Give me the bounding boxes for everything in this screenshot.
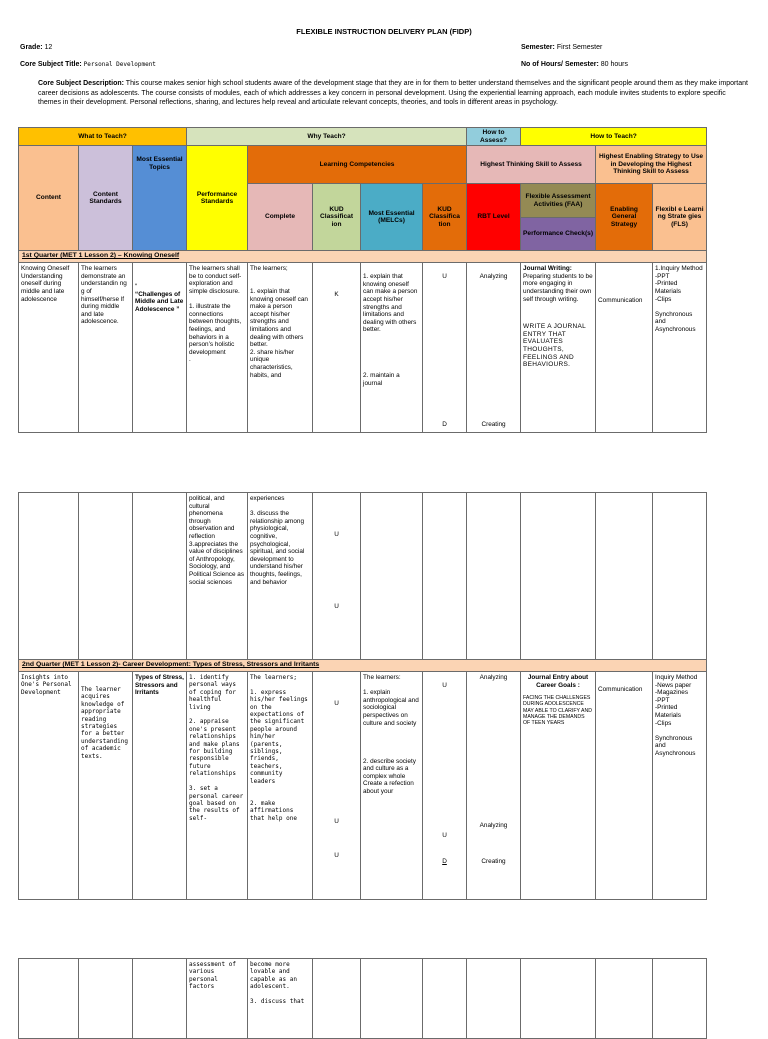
header-kud-classification-1: KUD Classificat ion bbox=[313, 184, 361, 251]
q1b-topic bbox=[133, 493, 187, 660]
q2-fls: Inquiry Method -News paper -Magazines -PPT -Printed Materials -Clips Synchronous and Asynchronous bbox=[653, 672, 707, 900]
header-highest-enabling-strategy: Highest Enabling Strategy to Use in Developing the Highest Thinking Skill to Assess bbox=[596, 146, 707, 184]
q1-content: Knowing Oneself Understanding oneself during middle and late adolescence bbox=[19, 263, 79, 433]
q1-enabling-strategy: Communication bbox=[596, 263, 653, 433]
q1-faa-cell bbox=[521, 263, 596, 433]
header-enabling-general-strategy: Enabling General Strategy bbox=[596, 184, 653, 251]
header-faa: Flexible Assessment Activities (FAA) bbox=[521, 184, 595, 218]
q1-melc: 1. explain that knowing oneself can make a person accept his/her strengths and limitations and dealing with others better. 2. maintain a journal bbox=[361, 263, 423, 433]
q1-performance-check: WRITE A JOURNAL ENTRY THAT EVALUATES THOUGHTS, FEELINGS AND BEHAVIOURS. bbox=[523, 323, 586, 369]
q1-topic-cell bbox=[133, 263, 187, 433]
fidp-table-page1 bbox=[18, 127, 707, 433]
hours-line bbox=[521, 61, 628, 68]
q2b-melc bbox=[361, 959, 423, 1039]
q1b-kud-1b: U bbox=[334, 603, 339, 610]
q2-kud-1c: U bbox=[334, 852, 339, 859]
q2-topic-cell bbox=[133, 672, 187, 900]
q1-kud-2b: D bbox=[442, 420, 447, 428]
header-faa-cell bbox=[521, 184, 596, 251]
quarter-2-label: 2nd Quarter (MET 1 Lesson 2)- Career Development: Types of Stress, Stressors and Irritants bbox=[22, 661, 320, 668]
q2-kud-2b: U bbox=[442, 832, 447, 839]
semester-line bbox=[521, 44, 602, 51]
q2-content: Insights into One's Personal Development bbox=[19, 672, 79, 900]
fidp-table-page3 bbox=[18, 958, 707, 1039]
q1-rbt-cell bbox=[467, 263, 521, 433]
q1-performance-standard: The learners shall be to conduct self-exploration and simple disclosure. 1. illustrate the connections between thoughts, feelings, and behaviors in a person’s holistic development . bbox=[187, 263, 248, 433]
q2-rbt-cell bbox=[467, 672, 521, 900]
q2-kud-1a: U bbox=[334, 700, 339, 707]
q1b-content-standard bbox=[79, 493, 133, 660]
q2-rbt-a: Analyzing bbox=[479, 674, 508, 681]
header-highest-thinking-skill: Highest Thinking Skill to Assess bbox=[467, 146, 596, 184]
q1b-content bbox=[19, 493, 79, 660]
header-kud-classification-2: KUD Classifica tion bbox=[423, 184, 467, 251]
description-label: Core Subject Description: bbox=[38, 80, 124, 87]
q1-kud-1: K bbox=[313, 263, 361, 433]
subject-value: Personal Development bbox=[83, 61, 156, 68]
q1b-kud-2 bbox=[423, 493, 467, 660]
q2-faa-cell bbox=[521, 672, 596, 900]
q1-faa-title: Journal Writing: bbox=[523, 265, 572, 273]
semester-value: First Semester bbox=[556, 44, 603, 51]
q2-faa-text: FACING THE CHALLENGES DURING ADOLESCENCE MAY ABLE TO CLARIFY AND MANAGE THE DEMANDS OF TEEN YEARS bbox=[523, 695, 592, 726]
q1-content-standard: The learners demonstrate an understandin ng g of himself/herse lf during middle and late adolescence. bbox=[79, 263, 133, 433]
q1-topic: “Challenges of Middle and Late Adolescence ” bbox=[135, 290, 184, 313]
q1b-melc bbox=[361, 493, 423, 660]
header-learning-competencies: Learning Competencies bbox=[248, 146, 467, 184]
q1b-complete-competency: experiences 3. discuss the relationship among physiological, cognitive, psychological, spiritual, and social development to understand his/her thoughts, feelings, and behavior bbox=[248, 493, 313, 660]
quarter-1-band bbox=[19, 251, 707, 263]
q2-rbt-b: Analyzing bbox=[479, 822, 508, 829]
hours-label: No of Hours/ Semester: bbox=[521, 61, 599, 68]
q2b-rbt bbox=[467, 959, 521, 1039]
q2-kud-2-cell bbox=[423, 672, 467, 900]
q1-topic-quote: “ bbox=[135, 283, 138, 291]
header-most-essential-topics: Most Essential Topics bbox=[133, 146, 187, 251]
q1-rbt-b: Creating bbox=[481, 420, 506, 428]
grade-value: 12 bbox=[44, 44, 53, 51]
q2-kud-2a: U bbox=[442, 682, 447, 689]
q2b-fls bbox=[653, 959, 707, 1039]
q1-fls: 1.Inquiry Method -PPT -Printed Materials -Clips Synchronous and Asynchronous bbox=[653, 263, 707, 433]
q1-kud-2-cell bbox=[423, 263, 467, 433]
q2-kud-2c: D bbox=[442, 858, 447, 865]
q1b-kud-1a: U bbox=[334, 531, 339, 538]
header-rbt-level: RBT Level bbox=[467, 184, 521, 251]
q2-kud-1b: U bbox=[334, 818, 339, 825]
q1-complete-competency: The learners; 1. explain that knowing oneself can make a person accept his/her strengths and limitations and dealing with others better. 2. share his/her unique characteristics, habits, and bbox=[248, 263, 313, 433]
q1b-faa bbox=[521, 493, 596, 660]
q2-melc: The learners: 1. explain anthropological and sociological perspectives on culture and society 2. describe society and culture as a complex whole Create a refection about your bbox=[361, 672, 423, 900]
quarter-1-label: 1st Quarter (MET 1 Lesson 2) – Knowing Oneself bbox=[22, 252, 180, 260]
header-melcs: Most Essential (MELCs) bbox=[361, 184, 423, 251]
q2b-content bbox=[19, 959, 79, 1039]
q2b-topic bbox=[133, 959, 187, 1039]
document-title: FLEXIBLE INSTRUCTION DELIVERY PLAN (FIDP) bbox=[296, 27, 472, 36]
q1b-fls bbox=[653, 493, 707, 660]
q2b-kud-2 bbox=[423, 959, 467, 1039]
header-how-to-assess: How to Assess? bbox=[467, 128, 521, 146]
q2-complete-competency: The learners; 1. express his/her feelings on the expectations of the significant people around him/her (parents, siblings, friends, teachers, community leaders 2. make affirmations that help one bbox=[248, 672, 313, 900]
fidp-table-page2 bbox=[18, 492, 707, 900]
q2-topic: Types of Stress, Stressors and Irritants bbox=[135, 674, 184, 697]
q2b-complete-competency: become more lovable and capable as an adolescent. 3. discuss that bbox=[248, 959, 313, 1039]
q2-kud-1-cell bbox=[313, 672, 361, 900]
q2-faa-title: Journal Entry about Career Goals : bbox=[527, 674, 589, 689]
description-text: This course makes senior high school students aware of the development stage that they are in for them to better understand themselves and the significant people around them as they make important career decisions as adolescents. The course consists of modules, each of which addresses a key concern in personal development. Using the experiential learning approach, each module invites students to explore specific themes in their development. Personal reflections, sharing, and lectures help reveal and articulate relevant concepts, theories, and tools in different areas in psychology. bbox=[38, 80, 748, 106]
header-how-to-teach: How to Teach? bbox=[521, 128, 707, 146]
q2b-egs bbox=[596, 959, 653, 1039]
quarter-2-band bbox=[19, 660, 707, 672]
q2b-faa bbox=[521, 959, 596, 1039]
subject-line bbox=[20, 61, 156, 68]
q1-faa-text: Preparing students to be more engaging in understanding their own self through writing. bbox=[523, 272, 593, 303]
q2b-content-standard bbox=[79, 959, 133, 1039]
grade-line bbox=[20, 44, 52, 51]
q2b-performance-standard: assessment of various personal factors bbox=[187, 959, 248, 1039]
header-why-teach: Why Teach? bbox=[187, 128, 467, 146]
subject-description bbox=[38, 79, 750, 108]
grade-label: Grade: bbox=[20, 44, 43, 51]
header-complete: Complete bbox=[248, 184, 313, 251]
header-what-to-teach: What to Teach? bbox=[19, 128, 187, 146]
subject-label: Core Subject Title: bbox=[20, 61, 82, 68]
header-content: Content bbox=[19, 146, 79, 251]
q1b-rbt bbox=[467, 493, 521, 660]
header-performance-standards: Performance Standards bbox=[187, 146, 248, 251]
header-fls: Flexibl e Learni ng Strate gies (FLS) bbox=[653, 184, 707, 251]
header-content-standards: Content Standards bbox=[79, 146, 133, 251]
q2-enabling-strategy: Communication bbox=[596, 672, 653, 900]
q2b-kud-1 bbox=[313, 959, 361, 1039]
q2-rbt-c: Creating bbox=[481, 858, 506, 865]
q1b-performance-standard: political, and cultural phenomena through observation and reflection 3.appreciates the value of disciplines of Anthropology, Sociology, and Political Science as social sciences bbox=[187, 493, 248, 660]
q1-rbt-a: Analyzing bbox=[479, 273, 508, 281]
q2-performance-standard: 1. identify personal ways of coping for healthful living 2. appraise one's present relationships and make plans for building responsible future relationships 3. set a personal career goal based on the results of self- bbox=[187, 672, 248, 900]
q1b-kud-cell bbox=[313, 493, 361, 660]
q2-content-standard: The learner acquires knowledge of appropriate reading strategies for a better understanding of academic texts. bbox=[79, 672, 133, 900]
hours-value: 80 hours bbox=[600, 61, 628, 68]
q1-kud-2a: U bbox=[442, 273, 447, 281]
semester-label: Semester: bbox=[521, 44, 555, 51]
q1b-egs bbox=[596, 493, 653, 660]
header-performance-checks: Performance Check(s) bbox=[521, 218, 595, 250]
